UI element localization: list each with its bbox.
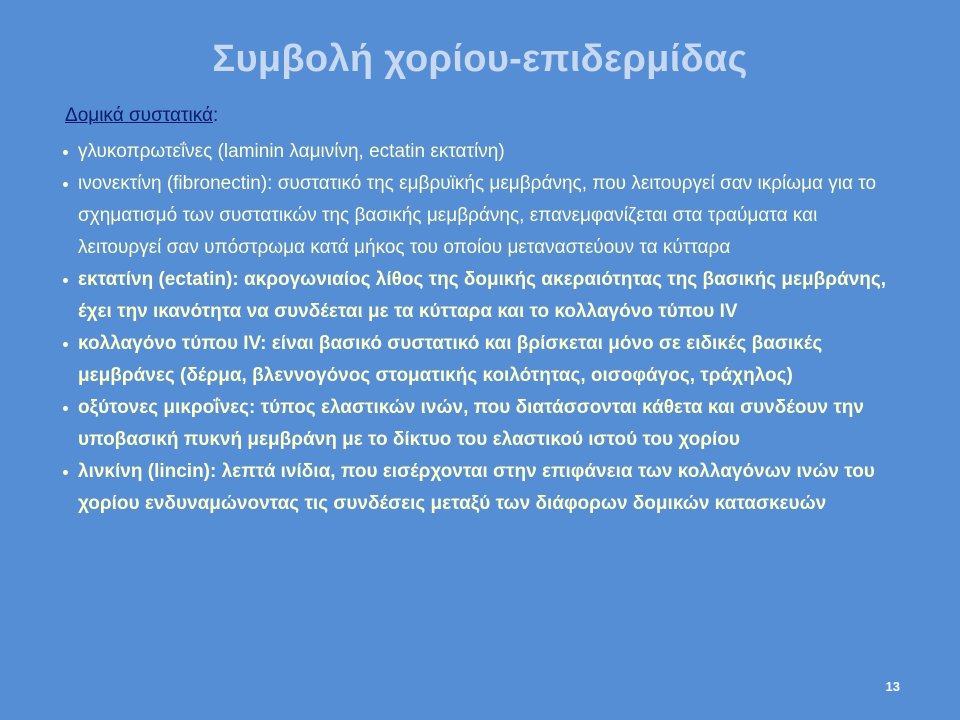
slide-title — [0, 38, 960, 81]
bullet-item-fibronectin: ινονεκτίνη (fibronectin): συστατικό της εμβρυϊκής μεμβράνης, που λειτουργεί σαν ικρίωμα για το σχηματισμό των συστατικών της βασικής μεμβράνης, επανεμφανίζεται στα τραύματα και λειτουργεί σαν υπόστρωμα κατά μήκος του οποίου μεταναστεύουν τα κύτταρα — [62, 168, 897, 264]
bullet-item-oxytalan-fibers: οξύτονες μικροΐνες: τύπος ελαστικών ινών, που διατάσσονται κάθετα και συνδέουν την υποβασική πυκνή μεμβράνη με το δίκτυο του ελαστικού ιστού του χορίου — [62, 392, 897, 456]
section-heading — [65, 105, 218, 127]
bullet-item-glycoproteins: γλυκοπρωτεΐνες (laminin λαμινίνη, ectatin εκτατίνη) — [62, 136, 897, 168]
page-number: 13 — [885, 679, 900, 694]
bullet-item-ectatin: εκτατίνη (ectatin): ακρογωνιαίος λίθος της δομικής ακεραιότητας της βασικής μεμβράνης, έχει την ικανότητα να συνδέεται με τα κύτταρα και το κολλαγόνο τύπου IV — [62, 264, 897, 328]
section-heading-colon: : — [213, 105, 219, 126]
slide-title-text: Συμβολή χορίου-επιδερμίδας — [212, 38, 748, 80]
section-heading-text: Δομικά συστατικά — [65, 105, 214, 126]
bullet-item-lincin: λινκίνη (lincin): λεπτά ινίδια, που εισέρχονται στην επιφάνεια των κολλαγόνων ινών του χορίου ενδυναμώνοντας τις συνδέσεις μεταξύ των διάφορων δομικών κατασκευών — [62, 456, 897, 520]
bullet-item-collagen-iv: κολλαγόνο τύπου IV: είναι βασικό συστατικό και βρίσκεται μόνο σε ειδικές βασικές μεμβράνες (δέρμα, βλεννογόνος στοματικής κοιλότητας, οισοφάγος, τράχηλος) — [62, 328, 897, 392]
bullet-list — [62, 136, 897, 520]
